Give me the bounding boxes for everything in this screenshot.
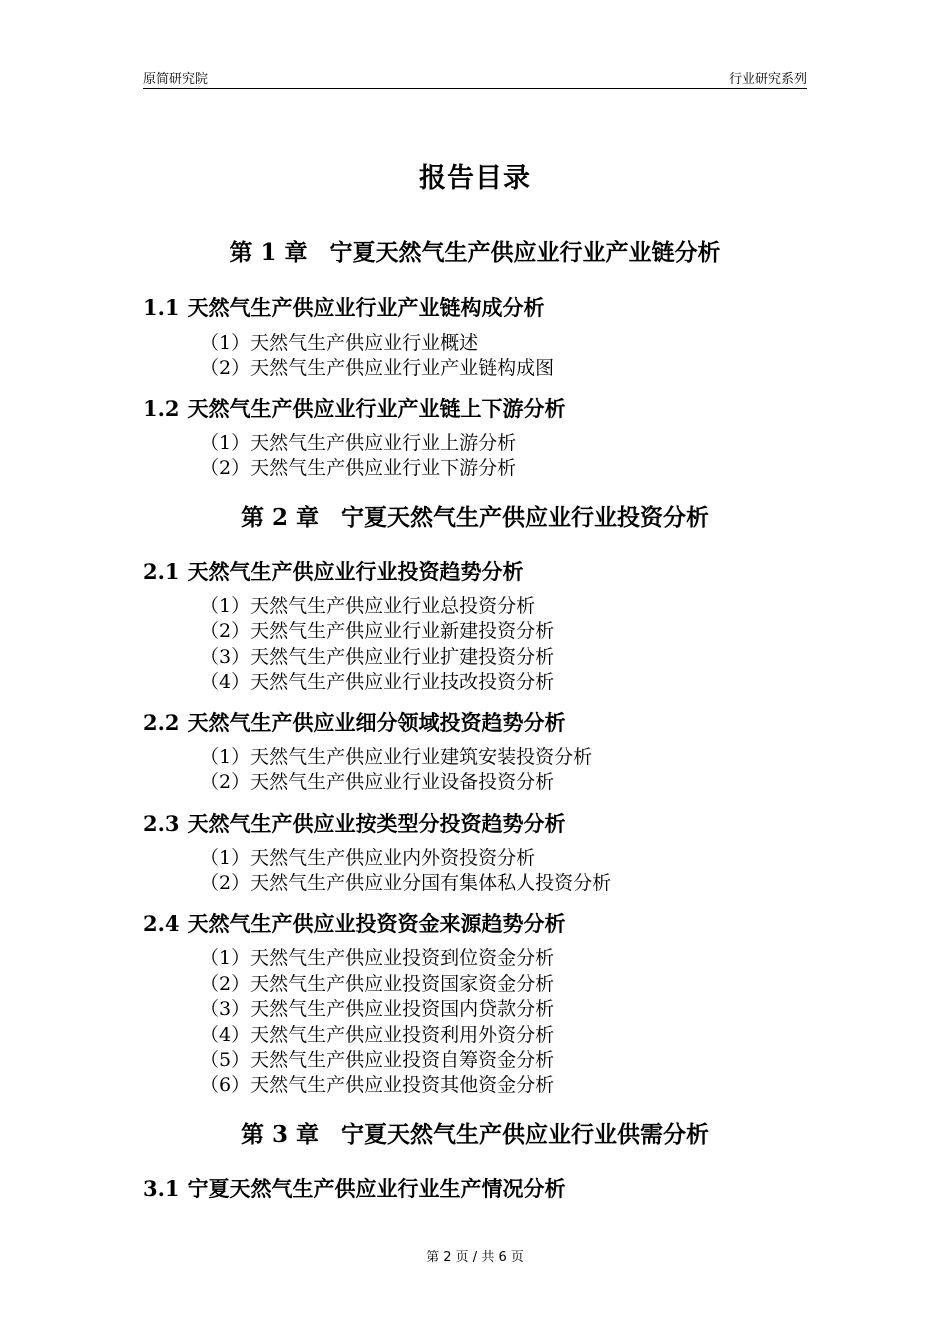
section-2-3-heading bbox=[143, 808, 566, 838]
toc-item: （1）天然气生产供应业行业概述 bbox=[200, 332, 479, 354]
header-org-name: 原简研究院 bbox=[143, 72, 209, 87]
toc-item: （2）天然气生产供应业分国有集体私人投资分析 bbox=[200, 872, 612, 894]
chapter-3-heading bbox=[0, 1116, 950, 1149]
toc-item: （1）天然气生产供应业行业建筑安装投资分析 bbox=[200, 746, 593, 768]
toc-item: （3）天然气生产供应业投资国内贷款分析 bbox=[200, 998, 555, 1020]
section-title: 天然气生产供应业行业产业链构成分析 bbox=[187, 295, 545, 320]
toc-item: （2）天然气生产供应业行业产业链构成图 bbox=[200, 357, 555, 379]
section-number: 3.1 bbox=[143, 1176, 180, 1201]
toc-item: （4）天然气生产供应业行业技改投资分析 bbox=[200, 671, 555, 693]
section-title: 天然气生产供应业行业产业链上下游分析 bbox=[187, 396, 566, 421]
section-number: 2.2 bbox=[143, 710, 180, 735]
toc-item: （2）天然气生产供应业行业新建投资分析 bbox=[200, 620, 555, 642]
report-toc-title: 报告目录 bbox=[419, 163, 531, 194]
chapter-number: 第 1 章 bbox=[229, 239, 308, 266]
section-2-4-heading bbox=[143, 908, 566, 938]
toc-item: （3）天然气生产供应业行业扩建投资分析 bbox=[200, 646, 555, 668]
page-footer: 第 2 页 / 共 6 页 bbox=[426, 1250, 524, 1265]
chapter-1-heading bbox=[0, 234, 950, 267]
chapter-title: 宁夏天然气生产供应业行业产业链分析 bbox=[329, 239, 721, 266]
toc-item: （2）天然气生产供应业行业设备投资分析 bbox=[200, 771, 555, 793]
section-title: 天然气生产供应业投资资金来源趋势分析 bbox=[187, 911, 566, 936]
section-3-1-heading bbox=[143, 1173, 566, 1203]
section-number: 2.4 bbox=[143, 911, 180, 936]
section-title: 天然气生产供应业细分领域投资趋势分析 bbox=[187, 710, 566, 735]
section-number: 1.2 bbox=[143, 396, 180, 421]
section-number: 2.1 bbox=[143, 559, 180, 584]
toc-item: （1）天然气生产供应业内外资投资分析 bbox=[200, 847, 536, 869]
chapter-title: 宁夏天然气生产供应业行业供需分析 bbox=[341, 1121, 710, 1148]
chapter-number: 第 2 章 bbox=[240, 504, 320, 531]
section-title: 天然气生产供应业行业投资趋势分析 bbox=[187, 559, 524, 584]
toc-item: （1）天然气生产供应业行业总投资分析 bbox=[200, 595, 536, 617]
toc-item: （5）天然气生产供应业投资自筹资金分析 bbox=[200, 1049, 555, 1071]
chapter-2-heading bbox=[0, 499, 950, 532]
chapter-title: 宁夏天然气生产供应业行业投资分析 bbox=[341, 504, 710, 531]
page-header bbox=[143, 68, 807, 89]
section-title: 宁夏天然气生产供应业行业生产情况分析 bbox=[187, 1176, 566, 1201]
toc-item: （6）天然气生产供应业投资其他资金分析 bbox=[200, 1074, 555, 1096]
toc-item: （1）天然气生产供应业投资到位资金分析 bbox=[200, 947, 555, 969]
header-series-name: 行业研究系列 bbox=[728, 72, 807, 87]
toc-item: （1）天然气生产供应业行业上游分析 bbox=[200, 432, 517, 454]
section-number: 2.3 bbox=[143, 811, 180, 836]
section-title: 天然气生产供应业按类型分投资趋势分析 bbox=[187, 811, 566, 836]
section-2-2-heading bbox=[143, 707, 566, 737]
section-1-1-heading bbox=[143, 292, 545, 322]
chapter-number: 第 3 章 bbox=[240, 1121, 320, 1148]
toc-item: （4）天然气生产供应业投资利用外资分析 bbox=[200, 1024, 555, 1046]
toc-item: （2）天然气生产供应业行业下游分析 bbox=[200, 457, 517, 479]
toc-item: （2）天然气生产供应业投资国家资金分析 bbox=[200, 973, 555, 995]
section-1-2-heading bbox=[143, 393, 566, 423]
section-number: 1.1 bbox=[143, 295, 180, 320]
section-2-1-heading bbox=[143, 556, 524, 586]
